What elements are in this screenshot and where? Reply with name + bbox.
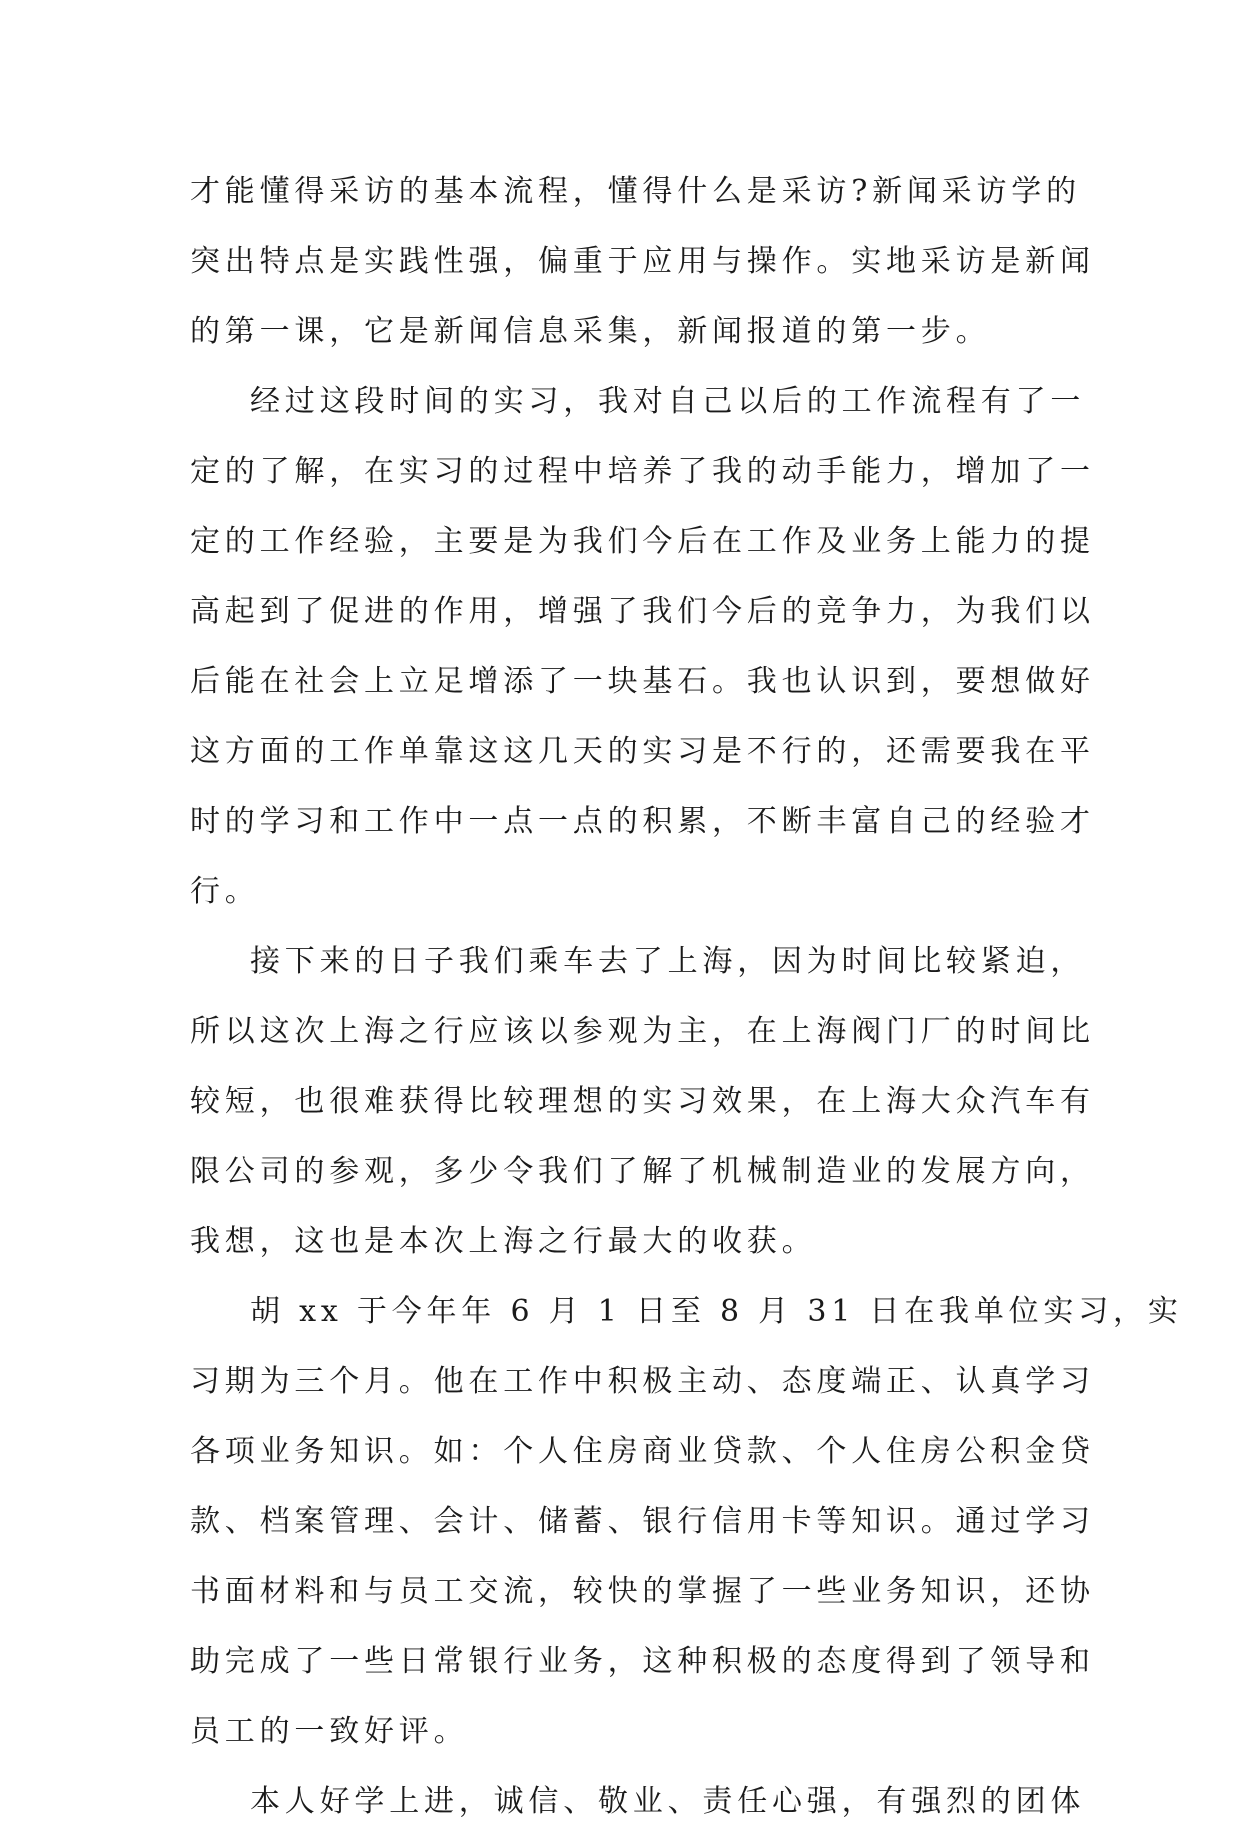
text-line: 后能在社会上立足增添了一块基石。我也认识到，要想做好	[190, 664, 1095, 699]
text-line: 所以这次上海之行应该以参观为主，在上海阀门厂的时间比	[190, 1014, 1095, 1049]
text-line: 定的工作经验，主要是为我们今后在工作及业务上能力的提	[190, 524, 1095, 559]
text-line: 员工的一致好评。	[190, 1714, 469, 1749]
paragraph-first-line: 胡 xx 于今年年 6 月 1 日至 8 月 31 日在我单位实习，实	[250, 1294, 1183, 1329]
text-line: 助完成了一些日常银行业务，这种积极的态度得到了领导和	[190, 1644, 1095, 1679]
paragraph-first-line: 接下来的日子我们乘车去了上海，因为时间比较紧迫，	[250, 944, 1086, 979]
text-line: 这方面的工作单靠这这几天的实习是不行的，还需要我在平	[190, 734, 1095, 769]
text-line: 行。	[190, 874, 260, 909]
paragraph-first-line: 经过这段时间的实习，我对自己以后的工作流程有了一	[250, 384, 1086, 419]
text-line: 习期为三个月。他在工作中积极主动、态度端正、认真学习	[190, 1364, 1095, 1399]
paragraph-first-line: 本人好学上进，诚信、敬业、责任心强，有强烈的团体	[250, 1784, 1086, 1819]
text-line: 款、档案管理、会计、储蓄、银行信用卡等知识。通过学习	[190, 1504, 1095, 1539]
text-line: 书面材料和与员工交流，较快的掌握了一些业务知识，还协	[190, 1574, 1095, 1609]
text-line: 的第一课，它是新闻信息采集，新闻报道的第一步。	[190, 314, 991, 349]
text-line: 限公司的参观，多少令我们了解了机械制造业的发展方向，	[190, 1154, 1095, 1189]
text-line: 才能懂得采访的基本流程，懂得什么是采访?新闻采访学的	[190, 174, 1081, 209]
text-line: 时的学习和工作中一点一点的积累，不断丰富自己的经验才	[190, 804, 1095, 839]
text-line: 较短，也很难获得比较理想的实习效果，在上海大众汽车有	[190, 1084, 1095, 1119]
text-line: 高起到了促进的作用，增强了我们今后的竞争力，为我们以	[190, 594, 1095, 629]
text-line: 各项业务知识。如：个人住房商业贷款、个人住房公积金贷	[190, 1434, 1095, 1469]
body-text	[190, 157, 1183, 1837]
text-line: 突出特点是实践性强，偏重于应用与操作。实地采访是新闻	[190, 244, 1095, 279]
text-line: 定的了解，在实习的过程中培养了我的动手能力，增加了一	[190, 454, 1095, 489]
text-line: 我想，这也是本次上海之行最大的收获。	[190, 1224, 817, 1259]
